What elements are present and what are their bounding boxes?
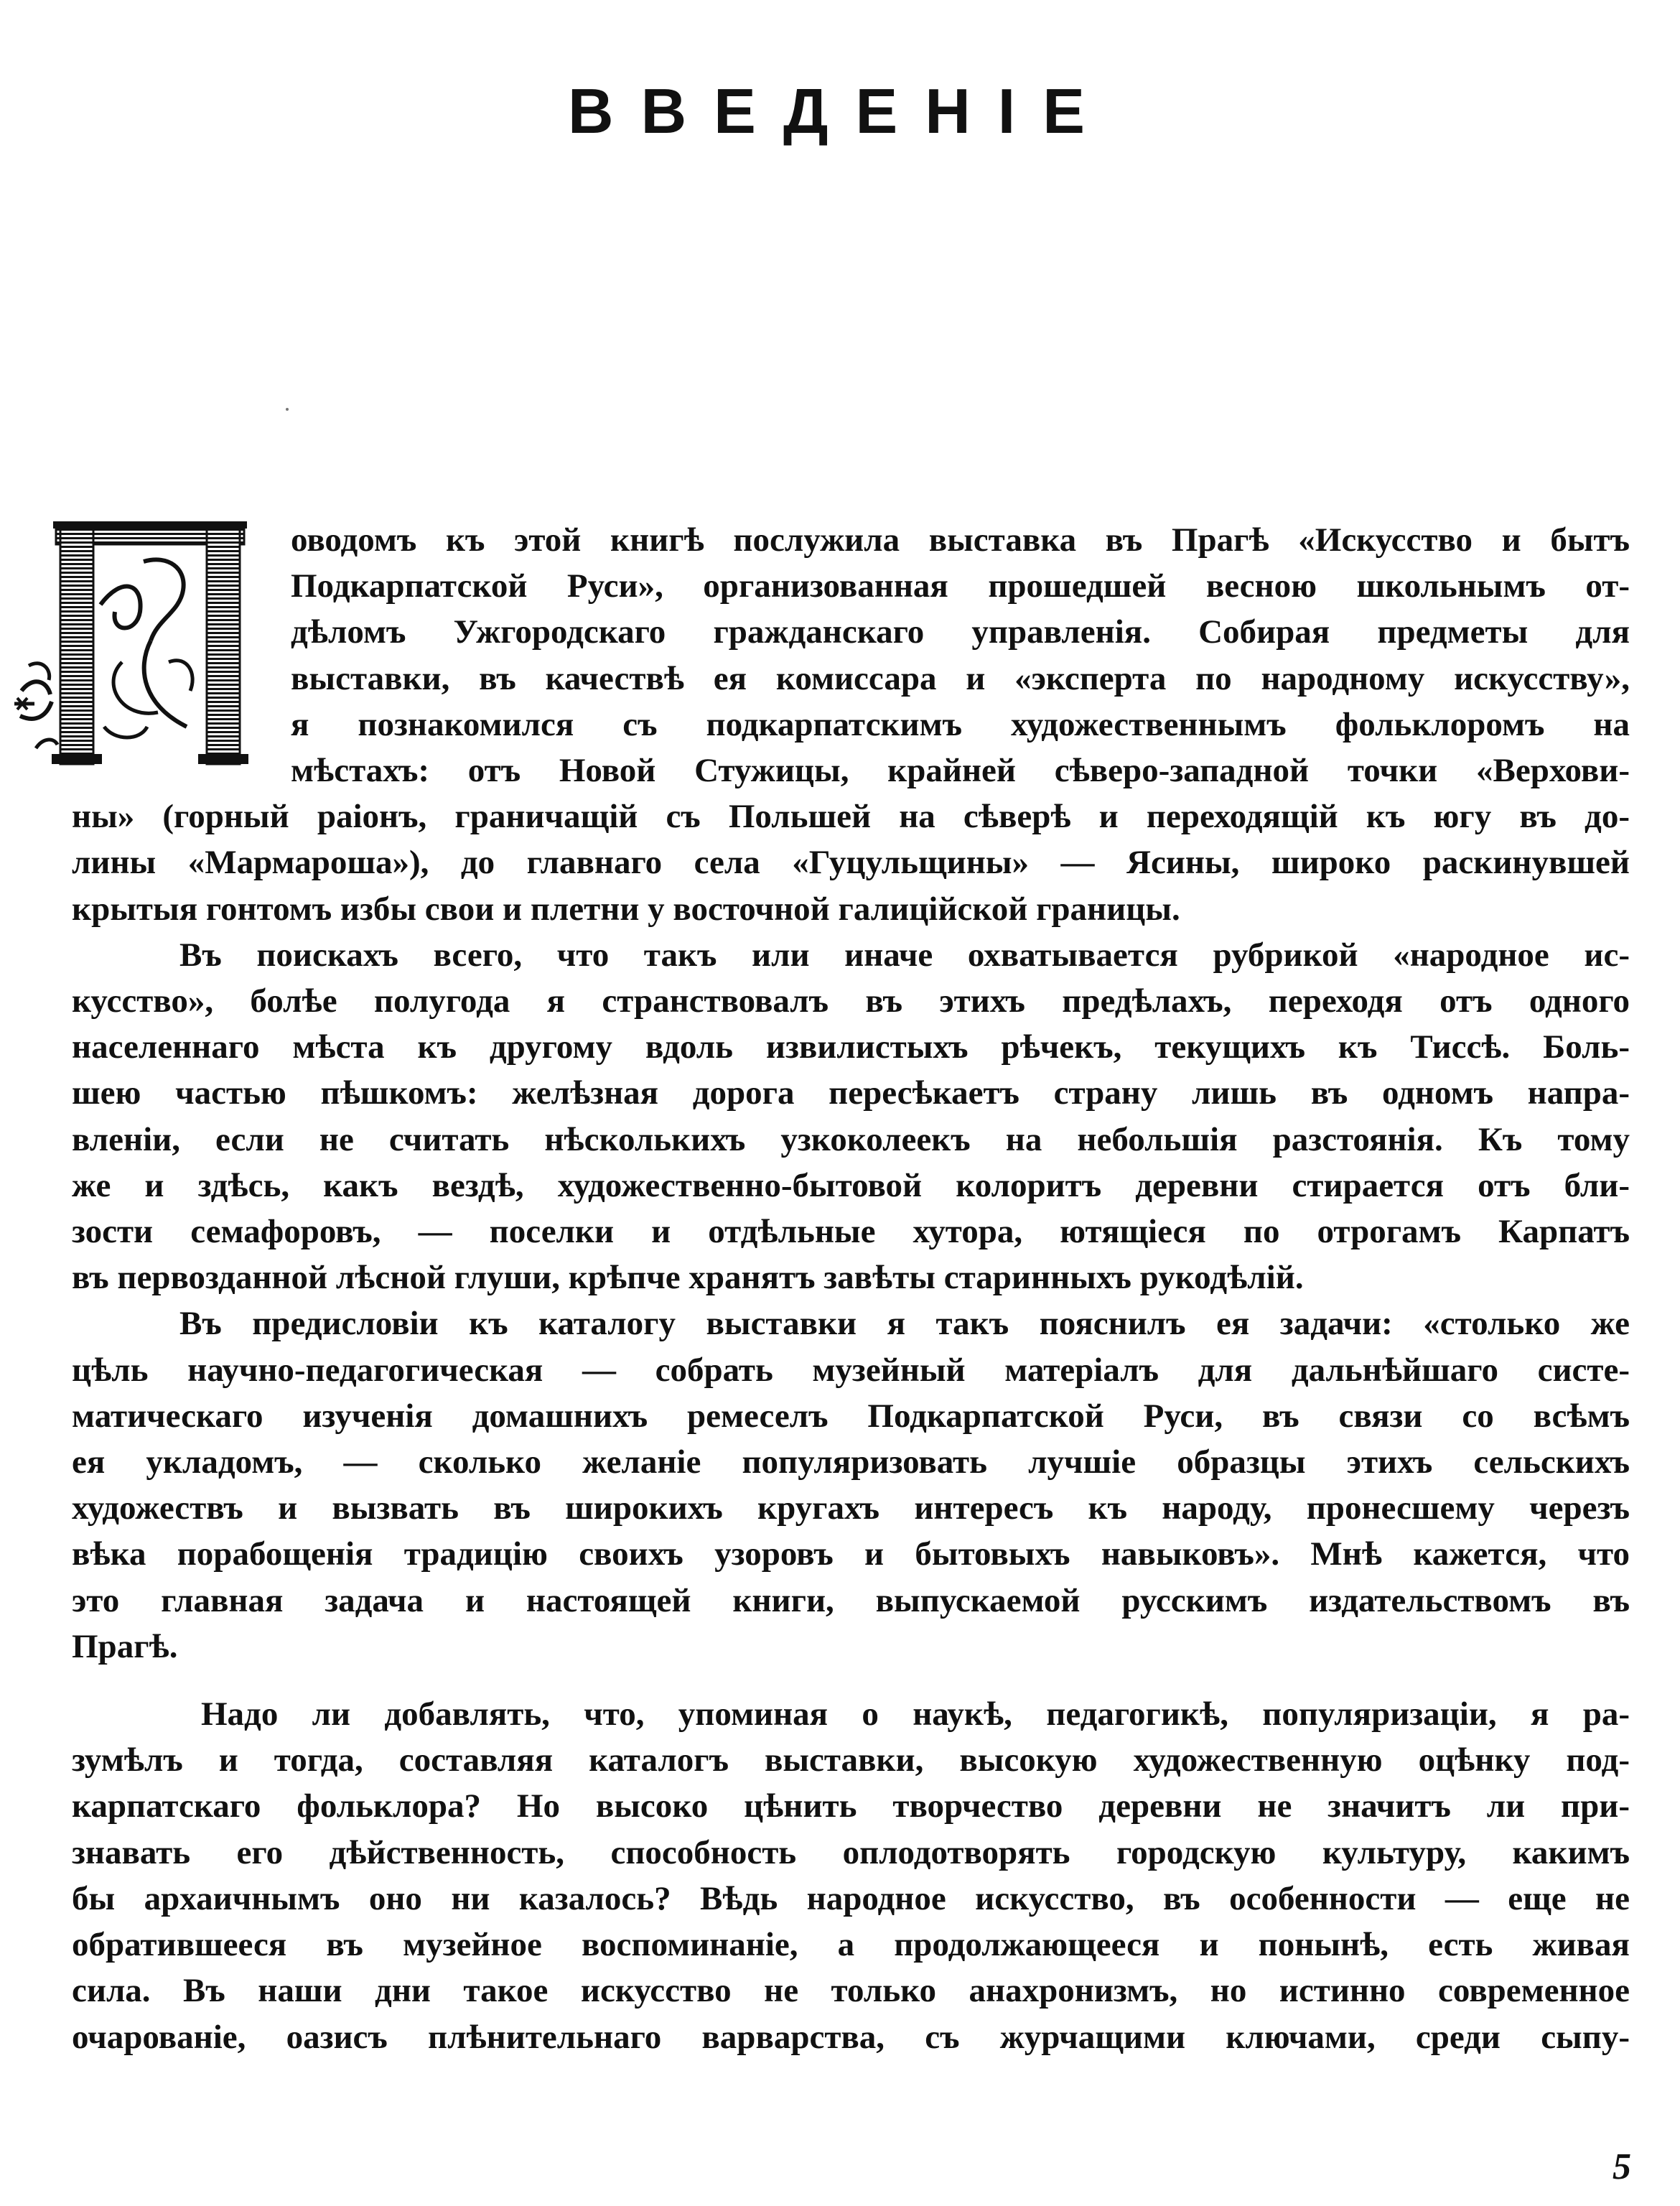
text-line: вленіи, если не считать нѣсколькихъ узкоколеекъ на небольшія разстоянія. Къ тому [72,1120,1630,1158]
text-line: шею частью пѣшкомъ: желѣзная дорога пересѣкаетъ страну лишь въ одномъ напра- [72,1074,1630,1112]
text-line: карпатскаго фольклора? Но высоко цѣнить творчество деревни не значитъ ли при- [72,1787,1630,1825]
text-line: это главная задача и настоящей книги, выпускаемой русскимъ издательствомъ въ [72,1581,1630,1619]
print-speck [286,408,289,411]
text-line: очарованіе, оазисъ плѣнительнаго варварства, съ журчащими ключами, среди сыпу- [72,2018,1630,2056]
text-line: кусство», болѣе полугода я странствовалъ въ этихъ предѣлахъ, переходя отъ одного [72,982,1630,1020]
text-line: вѣка порабощенія традицію своихъ узоровъ и бытовыхъ навыковъ». Мнѣ кажется, что [72,1535,1630,1573]
text-line: мѣстахъ: отъ Новой Стужицы, крайней сѣверо-западной точки «Верхови- [291,752,1630,790]
body-text [72,517,1630,2060]
text-line: обратившееся въ музейное воспоминаніе, а продолжающееся и понынѣ, есть живая [72,1926,1630,1964]
text-line: крытыя гонтомъ избы свои и плетни у восточной галиційской границы. [72,890,1180,928]
text-line: дѣломъ Ужгородскаго гражданскаго управленія. Собирая предметы для [291,613,1630,651]
text-line: бы архаичнымъ оно ни казалось? Вѣдь народное искусство, въ особенности — еще не [72,1879,1630,1917]
chapter-title: ВВЕДЕНІЕ [568,75,1112,146]
text-line: ны» (горный раіонъ, граничащій съ Польшей на сѣверѣ и переходящій къ югу въ до- [72,798,1630,836]
text-line: зости семафоровъ, — поселки и отдѣльные хутора, ютящіеся по отрогамъ Карпатъ [72,1213,1630,1251]
text-line: Надо ли добавлять, что, упоминая о наукѣ, педагогикѣ, популяризаціи, я ра- [201,1695,1630,1733]
text-line: матическаго изученія домашнихъ ремеселъ Подкарпатской Руси, въ связи со всѣмъ [72,1397,1630,1435]
text-line: Подкарпатской Руси», организованная прошедшей весною школьнымъ от- [291,567,1630,605]
text-line: въ первозданной лѣсной глуши, крѣпче хранятъ завѣты старинныхъ рукодѣлій. [72,1259,1304,1297]
text-line: я познакомился съ подкарпатскимъ художественнымъ фольклоромъ на [291,705,1630,743]
text-line: оводомъ къ этой книгѣ послужила выставка въ Прагѣ «Искусство и бытъ [291,521,1630,559]
text-line: сила. Въ наши дни такое искусство не только анахронизмъ, но истинно современное [72,1972,1630,2010]
text-line: зумѣлъ и тогда, составляя каталогъ выставки, высокую художественную оцѣнку под- [72,1741,1630,1779]
text-line: лины «Мармароша»), до главнаго села «Гуцульщины» — Ясины, широко раскинувшей [72,844,1630,882]
text-line: знавать его дѣйственность, способность оплодотворять городскую культуру, какимъ [72,1833,1630,1871]
paragraph-gap [72,1670,1630,1691]
text-line: ея укладомъ, — сколько желаніе популяризовать лучшіе образцы этихъ сельскихъ [72,1443,1630,1481]
text-line: цѣль научно-педагогическая — собрать музейный матеріалъ для дальнѣйшаго систе- [72,1351,1630,1389]
text-line: населеннаго мѣста къ другому вдоль извилистыхъ рѣчекъ, текущихъ къ Тиссѣ. Боль- [72,1028,1630,1066]
text-line: Въ предисловіи къ каталогу выставки я такъ пояснилъ ея задачи: «столько же [179,1305,1630,1343]
text-line: Въ поискахъ всего, что такъ или иначе охватывается рубрикой «народное ис- [179,936,1630,974]
text-line: художествъ и вызвать въ широкихъ кругахъ интересъ къ народу, пронесшему черезъ [72,1489,1630,1527]
page-number: 5 [1613,2146,1631,2187]
text-line: же и здѣсь, какъ вездѣ, художественно-бытовой колоритъ деревни стирается отъ бли- [72,1166,1630,1204]
text-line: Прагѣ. [72,1627,178,1665]
text-line: выставки, въ качествѣ ея комиссара и «эксперта по народному искусству», [291,659,1630,697]
